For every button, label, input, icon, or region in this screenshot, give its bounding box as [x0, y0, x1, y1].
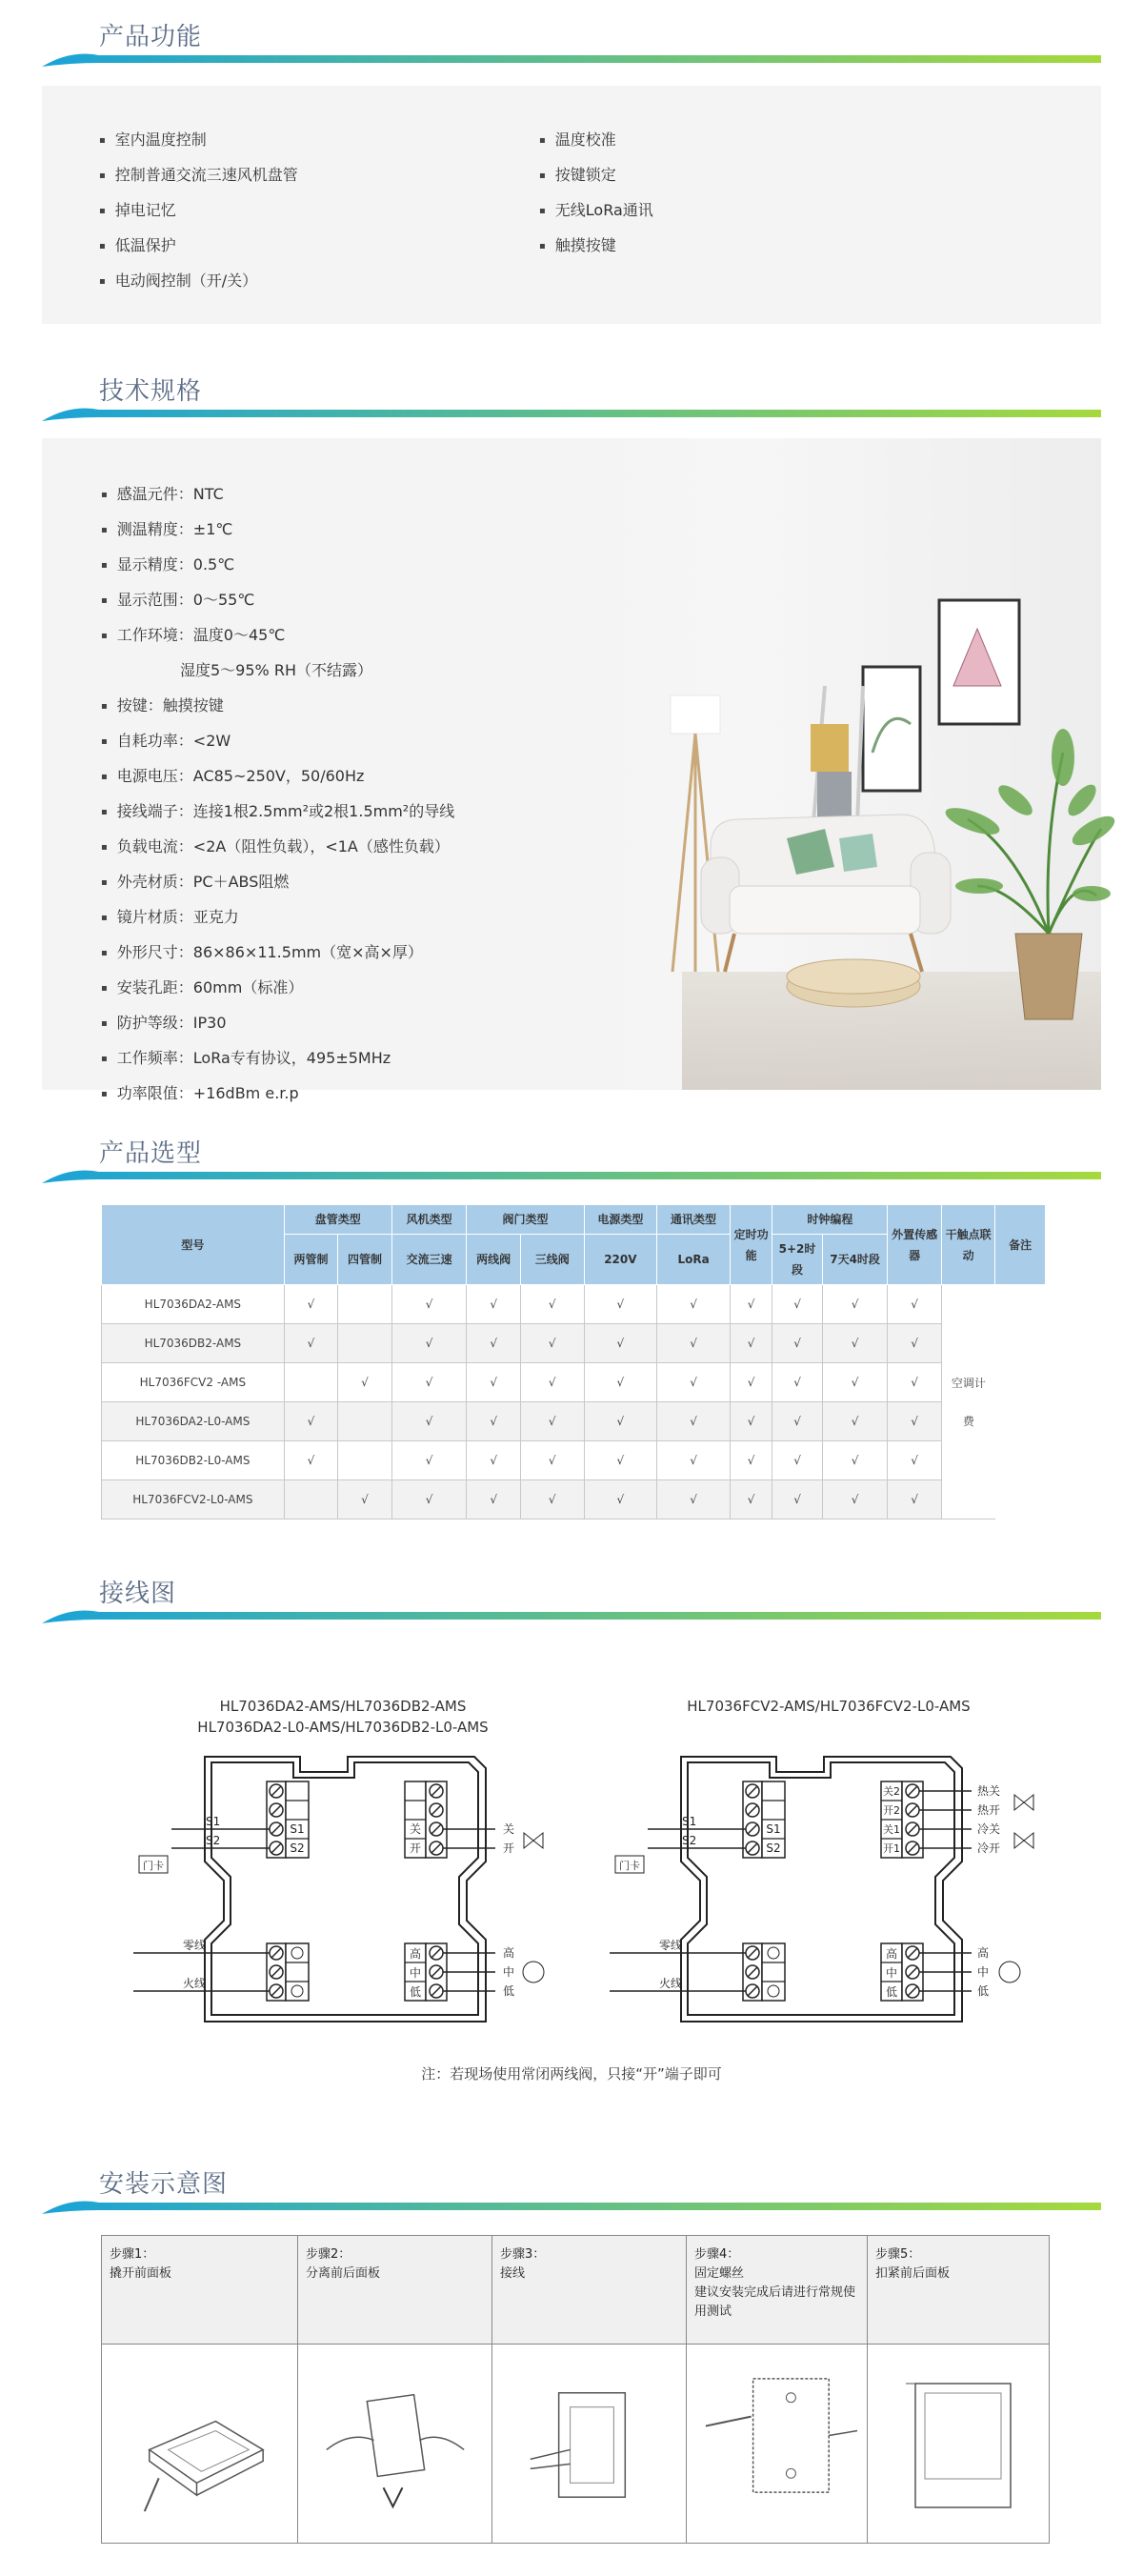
- wire-label-live: 火线: [183, 1977, 207, 1990]
- wire-label-hot-open: 热开: [977, 1803, 1001, 1817]
- terminal-low: 低: [409, 1985, 422, 1999]
- wire-label-close: 关: [503, 1822, 515, 1836]
- install-step-1: [102, 2236, 298, 2543]
- feature-cell: √: [284, 1324, 338, 1363]
- wire-label-open: 开: [503, 1841, 515, 1855]
- feature-cell: √: [467, 1441, 521, 1480]
- step-5-image: [868, 2345, 1049, 2543]
- list-item: ▪ 无线LoRa通讯: [539, 194, 653, 230]
- list-item: ▪ 按键：触摸按键: [101, 690, 454, 725]
- list-item: ▪ 外壳材质：PC＋ABS阻燃: [101, 866, 454, 901]
- feature-cell: √: [772, 1285, 822, 1324]
- step-desc: 接线: [500, 2266, 526, 2281]
- col-header: 备注: [995, 1205, 1046, 1285]
- feature-cell: √: [391, 1441, 467, 1480]
- feature-cell: √: [520, 1402, 584, 1441]
- install-step-2: [298, 2236, 492, 2543]
- feature-cell: √: [391, 1285, 467, 1324]
- step-label: [687, 2236, 867, 2345]
- feature-cell: √: [730, 1285, 772, 1324]
- feature-cell: √: [284, 1402, 338, 1441]
- feature-cell: √: [284, 1285, 338, 1324]
- feature-cell: √: [520, 1441, 584, 1480]
- col-header: 定时功能: [730, 1205, 772, 1285]
- col-subheader: 三线阀: [520, 1235, 584, 1285]
- terminal-open2: 开2: [883, 1804, 900, 1817]
- feature-cell: √: [888, 1285, 942, 1324]
- terminal-close: 关: [409, 1822, 422, 1836]
- wiring-diagram-right: [610, 1753, 1048, 2029]
- feature-cell: √: [772, 1402, 822, 1441]
- table-row: [102, 1402, 1046, 1441]
- feature-cell: √: [888, 1480, 942, 1519]
- header-accent-line: [42, 1574, 1101, 1631]
- col-subheader: 两线阀: [467, 1235, 521, 1285]
- feature-cell: √: [584, 1402, 657, 1441]
- model-cell: HL7036FCV2 -AMS: [102, 1363, 285, 1402]
- feature-cell: √: [467, 1285, 521, 1324]
- wire-label-cold-close: 冷关: [977, 1822, 1001, 1836]
- wire-label-mid: 中: [503, 1965, 515, 1979]
- terminal-high: 高: [409, 1947, 422, 1961]
- section-title: 技术规格: [99, 377, 203, 406]
- feature-cell: √: [772, 1480, 822, 1519]
- wire-label-high: 高: [503, 1946, 515, 1960]
- list-item: ▪ 触摸按键: [539, 230, 653, 265]
- feature-cell: √: [772, 1363, 822, 1402]
- table-row: [102, 1324, 1046, 1363]
- model-cell: HL7036DB2-L0-AMS: [102, 1441, 285, 1480]
- list-item: ▪ 自耗功率：<2W: [101, 725, 454, 760]
- col-header: 盘管类型: [284, 1205, 391, 1235]
- terminal-close1: 关1: [883, 1823, 900, 1836]
- wiring-left-title-line1: HL7036DA2-AMS/HL7036DB2-AMS: [219, 1698, 467, 1715]
- col-header: 风机类型: [391, 1205, 467, 1235]
- feature-cell: √: [772, 1324, 822, 1363]
- feature-cell: √: [391, 1480, 467, 1519]
- col-subheader: LoRa: [657, 1235, 731, 1285]
- feature-cell: √: [391, 1363, 467, 1402]
- feature-cell: √: [657, 1402, 731, 1441]
- model-cell: HL7036DA2-L0-AMS: [102, 1402, 285, 1441]
- wiring-note: 注：若现场使用常闭两线阀，只接“开”端子即可: [421, 2065, 722, 2083]
- list-item: ▪ 镜片材质：亚克力: [101, 901, 454, 936]
- install-step-3: [492, 2236, 687, 2543]
- wire-label-cold-open: 冷开: [977, 1841, 1001, 1855]
- step-label: [492, 2236, 686, 2345]
- feature-cell: √: [391, 1324, 467, 1363]
- col-header: 阀门类型: [467, 1205, 584, 1235]
- list-item: ▪ 外形尺寸：86×86×11.5mm（宽×高×厚）: [101, 936, 454, 972]
- list-item: ▪ 控制普通交流三速风机盘管: [99, 159, 298, 194]
- selection-table: [101, 1204, 1046, 1519]
- step-title: 步骤1：: [110, 2247, 155, 2262]
- section-header-install: [42, 2164, 1101, 2203]
- feature-cell: [338, 1324, 392, 1363]
- feature-cell: [284, 1363, 338, 1402]
- step-label: [102, 2236, 297, 2345]
- section-header-specs: [42, 372, 1101, 410]
- hot-valve-icon: [1014, 1795, 1033, 1810]
- door-card-label: 门卡: [619, 1860, 640, 1872]
- install-step-4: [687, 2236, 868, 2543]
- section-header-selection: [42, 1134, 1101, 1172]
- feature-cell: √: [520, 1285, 584, 1324]
- feature-cell: √: [730, 1324, 772, 1363]
- list-item: ▪ 感温元件：NTC: [101, 478, 454, 513]
- model-cell: HL7036DA2-AMS: [102, 1285, 285, 1324]
- terminal-mid: 中: [885, 1966, 898, 1980]
- install-step-5: [868, 2236, 1049, 2543]
- terminal-mid: 中: [409, 1966, 422, 1980]
- feature-cell: √: [467, 1324, 521, 1363]
- wire-label-s1: S1: [682, 1815, 697, 1828]
- terminal-s1: S1: [766, 1822, 781, 1836]
- feature-cell: √: [888, 1441, 942, 1480]
- wiring-left-title-line2: HL7036DA2-L0-AMS/HL7036DB2-L0-AMS: [197, 1719, 489, 1736]
- list-item: ▪ 按键锁定: [539, 159, 653, 194]
- table-row: [102, 1480, 1046, 1519]
- feature-cell: √: [888, 1363, 942, 1402]
- feature-cell: [338, 1285, 392, 1324]
- section-title: 产品功能: [99, 23, 203, 51]
- step-3-image: [492, 2345, 686, 2542]
- functions-list-right: [539, 124, 653, 265]
- list-item: ▪ 工作环境：温度0～45℃: [101, 619, 454, 654]
- list-item: ▪ 功率限值：+16dBm e.r.p: [101, 1077, 454, 1113]
- model-cell: HL7036FCV2-L0-AMS: [102, 1480, 285, 1519]
- col-header: 干触点联动: [941, 1205, 995, 1285]
- living-room-image: [568, 438, 1101, 1090]
- step-2-image: [298, 2345, 491, 2542]
- valve-icon: [524, 1833, 543, 1848]
- feature-cell: √: [772, 1441, 822, 1480]
- col-header: 电源类型: [584, 1205, 657, 1235]
- step-title: 步骤5：: [875, 2247, 921, 2262]
- feature-cell: √: [822, 1363, 888, 1402]
- wire-label-s2: S2: [682, 1834, 697, 1847]
- list-item: ▪ 掉电记忆: [99, 194, 298, 230]
- terminal-high: 高: [885, 1947, 898, 1961]
- table-row: [102, 1363, 1046, 1402]
- door-card-label: 门卡: [143, 1860, 164, 1872]
- feature-cell: √: [520, 1363, 584, 1402]
- col-subheader: 两管制: [284, 1235, 338, 1285]
- table-row: [102, 1285, 1046, 1324]
- list-item: ▪ 接线端子：连接1根2.5mm²或2根1.5mm²的导线: [101, 795, 454, 831]
- feature-cell: √: [730, 1402, 772, 1441]
- step-desc: 扣紧前后面板: [875, 2266, 951, 2281]
- list-item: ▪ 工作频率：LoRa专有协议，495±5MHz: [101, 1042, 454, 1077]
- feature-cell: [338, 1441, 392, 1480]
- feature-cell: √: [657, 1363, 731, 1402]
- feature-cell: √: [584, 1324, 657, 1363]
- model-cell: HL7036DB2-AMS: [102, 1324, 285, 1363]
- wire-label-live: 火线: [659, 1977, 683, 1990]
- wire-label-s2: S2: [206, 1834, 221, 1847]
- feature-cell: √: [584, 1441, 657, 1480]
- specs-panel: [42, 438, 1101, 1102]
- wire-label-low: 低: [977, 1984, 990, 1998]
- feature-cell: √: [391, 1402, 467, 1441]
- col-subheader: 220V: [584, 1235, 657, 1285]
- step-title: 步骤4：: [694, 2247, 740, 2262]
- feature-cell: √: [520, 1480, 584, 1519]
- col-header: 型号: [102, 1205, 285, 1285]
- feature-cell: √: [822, 1402, 888, 1441]
- wire-label-high: 高: [977, 1946, 990, 1960]
- step-title: 步骤3：: [500, 2247, 546, 2262]
- wire-label-hot-close: 热关: [977, 1784, 1001, 1798]
- step-desc: 分离前后面板: [306, 2266, 381, 2281]
- step-desc: 固定螺丝 建议安装完成后请进行常规使用测试: [694, 2266, 856, 2319]
- section-title: 安装示意图: [99, 2170, 229, 2199]
- feature-cell: √: [584, 1285, 657, 1324]
- terminal-s2: S2: [766, 1841, 781, 1855]
- list-item: ▪ 测温精度：±1℃: [101, 513, 454, 549]
- col-header: 外置传感器: [888, 1205, 942, 1285]
- col-subheader: 5+2时段: [772, 1235, 822, 1285]
- feature-cell: √: [657, 1480, 731, 1519]
- selection-table-body: [102, 1285, 1046, 1519]
- terminal-s2: S2: [290, 1841, 305, 1855]
- list-item: ▪ 显示精度：0.5℃: [101, 549, 454, 584]
- step-1-image: [102, 2345, 297, 2542]
- list-item: ▪ 显示范围：0～55℃: [101, 584, 454, 619]
- list-item: ▪ 电源电压：AC85~250V，50/60Hz: [101, 760, 454, 795]
- wire-label-neutral: 零线: [659, 1939, 683, 1952]
- step-desc: 撬开前面板: [110, 2266, 172, 2281]
- feature-cell: √: [467, 1480, 521, 1519]
- fan-motor-icon: [999, 1962, 1020, 1982]
- feature-cell: √: [338, 1363, 392, 1402]
- terminal-open: 开: [409, 1841, 422, 1855]
- step-label: [298, 2236, 491, 2345]
- feature-cell: [284, 1480, 338, 1519]
- wiring-diagram-left: [133, 1753, 552, 2029]
- list-item: ▪ 电动阀控制（开/关）: [99, 265, 298, 300]
- feature-cell: √: [338, 1480, 392, 1519]
- fan-motor-icon: [523, 1962, 544, 1982]
- feature-cell: [338, 1402, 392, 1441]
- col-header: 时钟编程: [772, 1205, 888, 1235]
- functions-list-left: [99, 124, 298, 300]
- feature-cell: √: [467, 1363, 521, 1402]
- list-item: ▪ 防护等级：IP30: [101, 1007, 454, 1042]
- feature-cell: √: [822, 1480, 888, 1519]
- feature-cell: √: [822, 1285, 888, 1324]
- list-item: ▪ 温度校准: [539, 124, 653, 159]
- feature-cell: √: [467, 1402, 521, 1441]
- wiring-right-title: HL7036FCV2-AMS/HL7036FCV2-L0-AMS: [687, 1698, 971, 1715]
- step-4-image: [687, 2345, 867, 2542]
- col-subheader: 交流三速: [391, 1235, 467, 1285]
- feature-cell: √: [657, 1285, 731, 1324]
- feature-cell: √: [730, 1441, 772, 1480]
- list-item: ▪ 低温保护: [99, 230, 298, 265]
- col-header: 通讯类型: [657, 1205, 731, 1235]
- feature-cell: √: [822, 1324, 888, 1363]
- specs-list: [101, 478, 454, 1113]
- install-steps: [101, 2235, 1050, 2544]
- list-item: ▪ 安装孔距：60mm（标准）: [101, 972, 454, 1007]
- feature-cell: √: [584, 1363, 657, 1402]
- feature-cell: √: [888, 1324, 942, 1363]
- wire-label-neutral: 零线: [183, 1939, 207, 1952]
- feature-cell: √: [730, 1363, 772, 1402]
- feature-cell: √: [520, 1324, 584, 1363]
- functions-panel: [42, 86, 1101, 324]
- list-item: 湿度5～95% RH（不结露）: [180, 661, 372, 679]
- wire-label-low: 低: [503, 1984, 515, 1998]
- list-item: ▪ 室内温度控制: [99, 124, 298, 159]
- list-item: ▪ 负载电流：<2A（阻性负载），<1A（感性负载）: [101, 831, 454, 866]
- table-row: [102, 1441, 1046, 1480]
- step-label: [868, 2236, 1049, 2345]
- feature-cell: √: [730, 1480, 772, 1519]
- feature-cell: √: [657, 1441, 731, 1480]
- col-subheader: 四管制: [338, 1235, 392, 1285]
- col-subheader: 7天4时段: [822, 1235, 888, 1285]
- terminal-open1: 开1: [883, 1842, 900, 1855]
- terminal-s1: S1: [290, 1822, 305, 1836]
- feature-cell: √: [584, 1480, 657, 1519]
- feature-cell: √: [822, 1441, 888, 1480]
- section-title: 接线图: [99, 1580, 177, 1608]
- step-title: 步骤2：: [306, 2247, 351, 2262]
- section-header-wiring: [42, 1574, 1101, 1612]
- section-title: 产品选型: [99, 1139, 203, 1168]
- terminal-low: 低: [885, 1985, 898, 1999]
- feature-cell: √: [284, 1441, 338, 1480]
- wire-label-s1: S1: [206, 1815, 221, 1828]
- feature-cell: √: [657, 1324, 731, 1363]
- terminal-close2: 关2: [883, 1785, 900, 1798]
- cold-valve-icon: [1014, 1833, 1033, 1848]
- wire-label-mid: 中: [977, 1965, 990, 1979]
- section-header-functions: [42, 17, 1101, 55]
- wiring-left-title: [162, 1696, 524, 1738]
- note-cell: 空调计费: [941, 1285, 995, 1519]
- feature-cell: √: [888, 1402, 942, 1441]
